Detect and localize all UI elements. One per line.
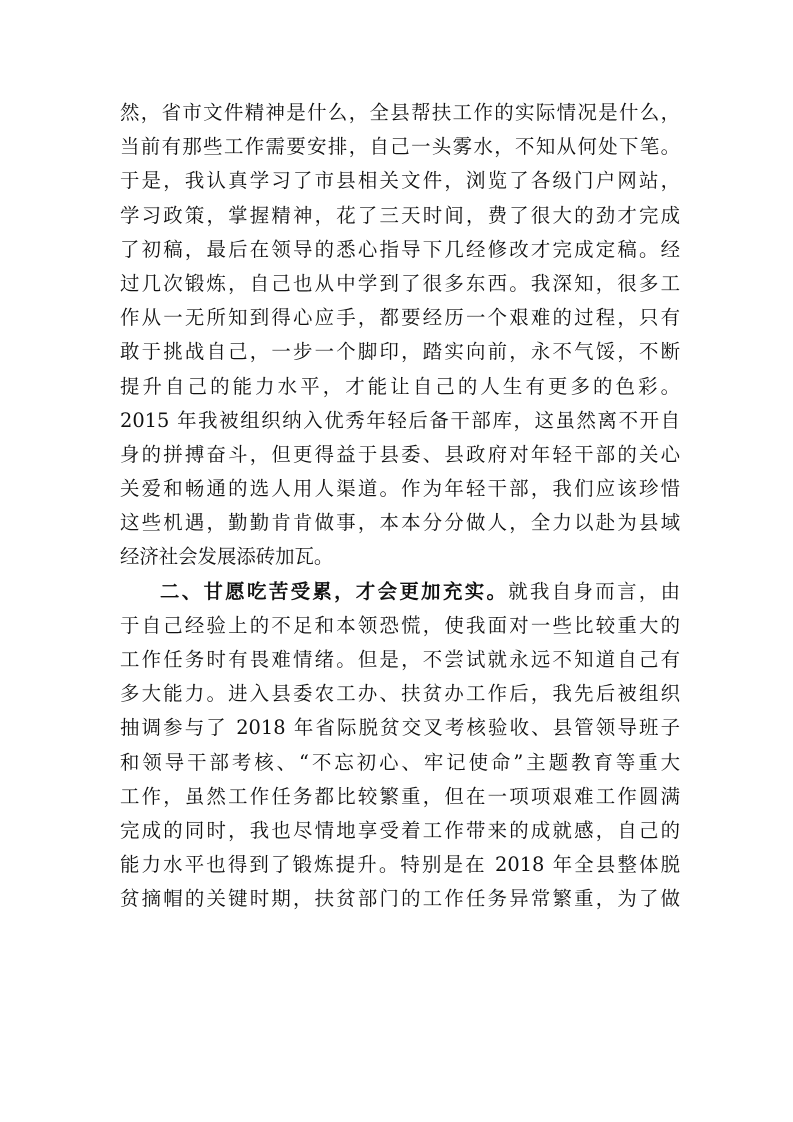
text-line: 工作，虽然工作任务都比较繁重，但在一项项艰难工作圆满 [120,784,680,808]
text-line: 于是，我认真学习了市县相关文件，浏览了各级门户网站， [120,169,680,193]
document-body [120,96,680,917]
text-line: 身的拼搏奋斗，但更得益于县委、县政府对年轻干部的关心 [120,442,680,466]
text-line: 当前有那些工作需要安排，自己一头雾水，不知从何处下笔。 [120,135,680,159]
section-heading: 二、甘愿吃苦受累，才会更加充实。 [160,579,509,603]
text-line: 和领导干部考核、“不忘初心、牢记使命”主题教育等重大 [120,750,680,774]
text-line: 完成的同时，我也尽情地享受着工作带来的成就感，自己的 [120,818,680,842]
text-line: 能力水平也得到了锻炼提升。特别是在 2018 年全县整体脱 [120,853,680,877]
text-line: 敢于挑战自己，一步一个脚印，踏实向前，永不气馁，不断 [120,340,680,364]
text-line: 关爱和畅通的选人用人渠道。作为年轻干部，我们应该珍惜 [120,477,680,501]
paragraph-1 [120,96,680,575]
text-line: 经济社会发展添砖加瓦。 [120,545,334,569]
text-line: 然，省市文件精神是什么，全县帮扶工作的实际情况是什么， [120,101,680,124]
text-line: 工作任务时有畏难情绪。但是，不尝试就永远不知道自己有 [120,648,680,671]
text-line: 了初稿，最后在领导的悉心指导下几经修改才完成定稿。经 [120,237,680,261]
text-line: 抽调参与了 2018 年省际脱贫交叉考核验收、县管领导班子 [120,716,680,740]
text-line: 贫摘帽的关键时期，扶贫部门的工作任务异常繁重，为了做 [120,887,680,911]
text-line: 提升自己的能力水平，才能让自己的人生有更多的色彩。 [120,374,680,398]
paragraph-2 [120,575,680,917]
text-line: 学习政策，掌握精神，花了三天时间，费了很大的劲才完成 [120,203,680,227]
text-line: 这些机遇，勤勤肯肯做事，本本分分做人，全力以赴为县域 [120,511,680,535]
text-line: 多大能力。进入县委农工办、扶贫办工作后，我先后被组织 [120,682,680,706]
heading-continuation: 就我自身而言，由 [508,579,680,603]
paragraph-first-line [120,575,680,609]
text-line: 2015 年我被组织纳入优秀年轻后备干部库，这虽然离不开自 [120,408,680,432]
text-line: 于自己经验上的不足和本领恐慌，使我面对一些比较重大的 [120,613,680,637]
text-line: 过几次锻炼，自己也从中学到了很多东西。我深知，很多工 [120,271,680,295]
text-line: 作从一无所知到得心应手，都要经历一个艰难的过程，只有 [120,306,680,330]
